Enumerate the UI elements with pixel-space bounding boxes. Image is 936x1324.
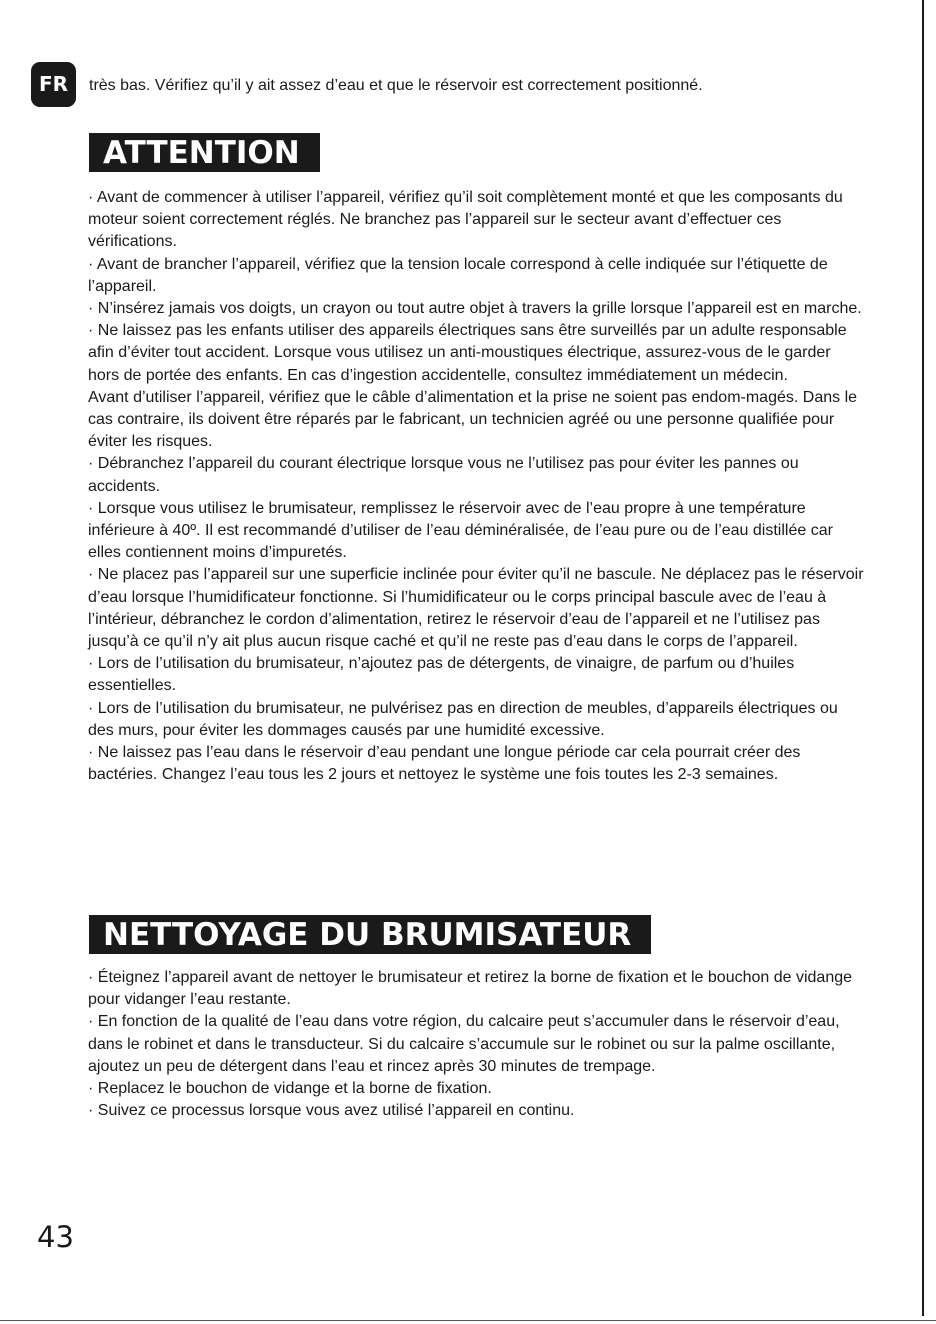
paragraph: Avant d’utiliser l’appareil, vérifiez que le câble d’alimentation et la prise ne soient pas endom-magés. Dans le cas contraire, ils doivent être réparés par le fabricant, un technicien agréé ou une personne qualifiée pour éviter les risques. [88,388,858,451]
paragraph: · Ne laissez pas l’eau dans le réservoir d’eau pendant une longue période car cela pourrait créer des bactéries. Changez l’eau tous les 2 jours et nettoyez le système une fois toutes les 2-3 semaines. [88,744,801,784]
attention-section-body [88,187,864,786]
paragraph: · N’insérez jamais vos doigts, un crayon ou tout autre objet à travers la grille lorsque l’appareil est en marche. [88,300,862,318]
paragraph: · Avant de brancher l’appareil, vérifiez que la tension locale correspond à celle indiquée sur l’étiquette de l’appareil. [88,255,828,295]
paragraph: · Ne laissez pas les enfants utiliser des appareils électriques sans être surveillés par un adulte responsable afin d’éviter tout accident. Lorsque vous utilisez un anti-moustiques électrique, assurez-vous de le garder hors de portée des enfants. En cas d’ingestion accidentelle, consultez immédiatement un médecin. [88,322,847,384]
intro-line: très bas. Vérifiez qu’il y ait assez d’eau et que le réservoir est correctement positionné. [89,77,703,94]
paragraph: · Éteignez l’appareil avant de nettoyer le brumisateur et retirez la borne de fixation et le bouchon de vidange pour vidanger l’eau restante. [88,969,853,1009]
section-heading-attention: ATTENTION [89,133,320,172]
paragraph: · Débranchez l’appareil du courant électrique lorsque vous ne l’utilisez pas pour éviter les pannes ou accidents. [88,455,799,495]
page-number: 43 [37,1220,74,1254]
cleaning-section-body [88,967,864,1122]
paragraph: · Avant de commencer à utiliser l’appareil, vérifiez qu’il soit complètement monté et que les composants du moteur soient correctement réglés. Ne branchez pas l’appareil sur le secteur avant d’effectuer ces vérifications. [88,189,843,251]
paragraph: · En fonction de la qualité de l’eau dans votre région, du calcaire peut s’accumuler dans le réservoir d’eau, dans le robinet et dans le transducteur. Si du calcaire s’accumule sur le robinet ou sur la palme oscillante, ajoutez un peu de détergent dans l’eau et rincez après 30 minutes de trempage. [88,1013,840,1075]
language-badge: FR [31,62,76,107]
section-heading-cleaning: NETTOYAGE DU BRUMISATEUR [89,915,651,954]
paragraph: · Suivez ce processus lorsque vous avez utilisé l’appareil en continu. [88,1102,575,1120]
page-edge-right-line [922,0,924,1316]
paragraph: · Lorsque vous utilisez le brumisateur, remplissez le réservoir avec de l’eau propre à une température inférieure à 40º. Il est recommandé d’utiliser de l’eau déminéralisée, de l’eau pure ou de l’eau distillée car elles contiennent moins d’impuretés. [88,499,833,562]
paragraph: · Replacez le bouchon de vidange et la borne de fixation. [88,1080,492,1098]
paragraph: · Ne placez pas l’appareil sur une superficie inclinée pour éviter qu’il ne bascule. Ne déplacez pas le réservoir d’eau lorsque l’humidificateur fonctionne. Si l’humidificateur ou le corps principal bascule avec de l’eau à l’intérieur, débranchez le cordon d’alimentation, retirez le réservoir d’eau de l’appareil et ne l’utilisez pas jusqu’à ce qu’il n’y ait plus aucun risque caché et qu’il ne reste pas d’eau dans le corps de l’appareil. [88,566,864,651]
paragraph: · Lors de l’utilisation du brumisateur, n’ajoutez pas de détergents, de vinaigre, de parfum ou d’huiles essentielles. [88,655,795,695]
paragraph: · Lors de l’utilisation du brumisateur, ne pulvérisez pas en direction de meubles, d’appareils électriques ou des murs, pour éviter les dommages causés par une humidité excessive. [88,699,838,739]
page-edge-bottom-line [0,1320,936,1321]
